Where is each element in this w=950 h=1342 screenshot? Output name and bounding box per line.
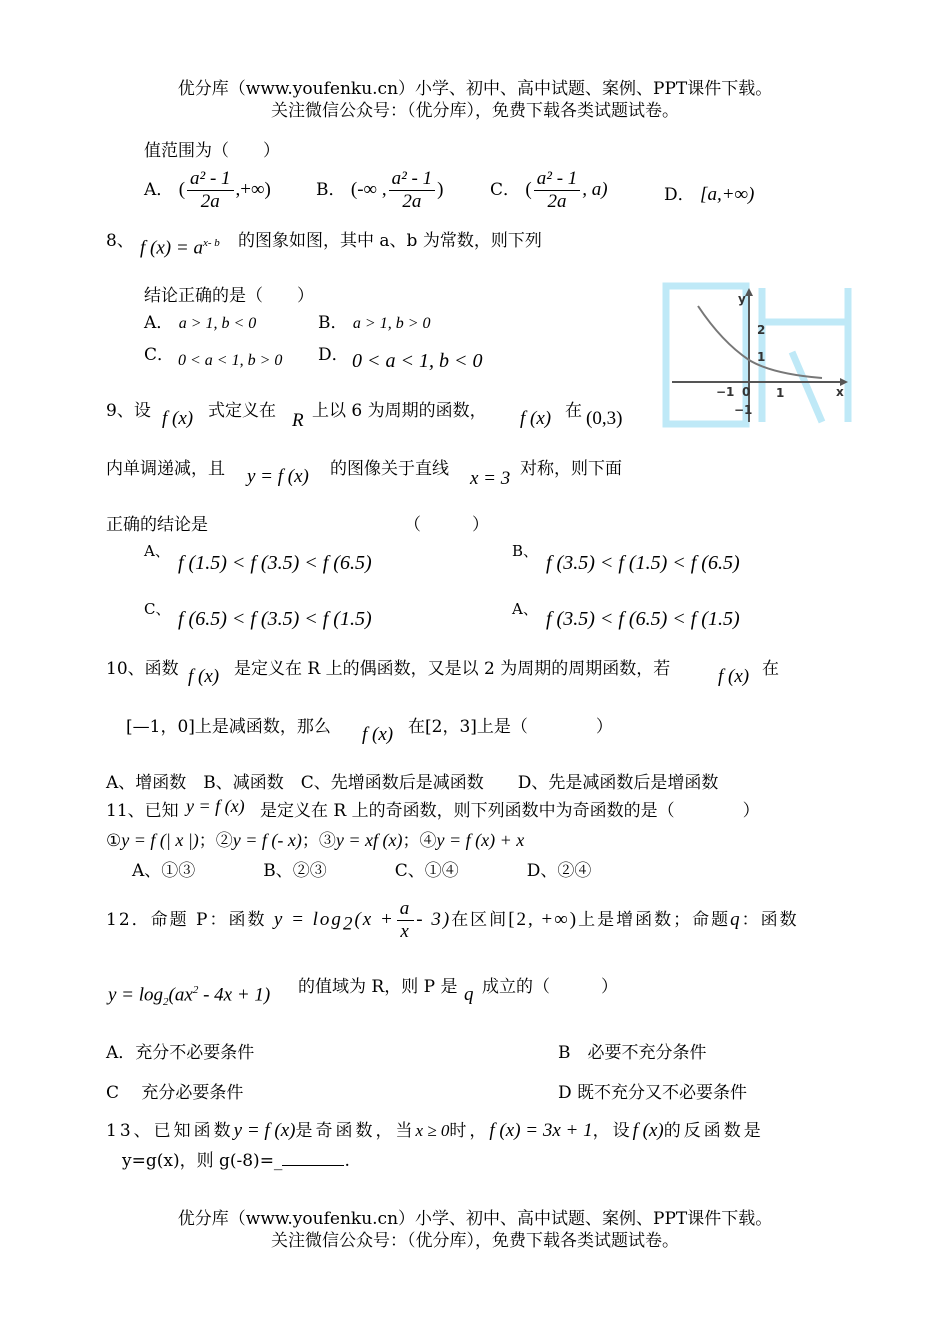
q9-text-6: 对称，则下面 [520,459,622,479]
q9-option-b: f (3.5) < f (1.5) < f (6.5) [546,552,740,574]
q8-number: 8、 [106,231,134,251]
q7-option-d: D． [a,+∞) [664,184,755,205]
q12-line-1: 12．命题 P：函数 $y = \log_2(x$ + $\frac{a}{x}$ - 3)在区间[2, +∞)上是增函数；命题q：函数 [106,898,799,942]
q8-graph [662,282,852,428]
q9-answer-paren: （ ） [404,515,489,535]
header-line-1: 优分库（www.youfenku.cn）小学、初中、高中试题、案例、PPT课件下载。 [177,79,773,99]
q9-text-7: 正确的结论是 [106,515,208,535]
q8-option-a: A． a > 1, b < 0 [144,313,257,333]
q11-text-2: 是定义在 R 上的奇函数，则下列函数中为奇函数的是（ ） [260,801,760,821]
q7-option-b: B． (-∞ , $\frac{\text{a² - 1}}{2a}$ ) [316,168,444,212]
q7-options: A． ( $\frac{\text{a² - 1}}{2a}$ ,+∞) [144,168,271,212]
origin-label: 0 [742,385,751,399]
q9-yfx: y = f (x) [247,466,309,487]
q10-options: A、增函数 B、减函数 C、先增函数后是减函数 D、先是减函数后是增函数 [106,773,719,793]
tick-y-neg1: −1 [734,403,753,417]
q9-option-a: f (1.5) < f (3.5) < f (6.5) [178,552,372,574]
q8-option-c-label: C． [144,345,175,365]
q9-text-1: 式定义在 [208,401,276,421]
tick-x-neg1: −1 [716,385,735,399]
q8-text: 的图象如图，其中 a、b 为常数，则下列 [238,231,542,251]
q9-option-d-label: A、 [512,600,538,618]
footer-line-2: 关注微信公众号：（优分库），免费下载各类试题试卷。 [271,1231,679,1251]
q9-interval: (0,3) [586,408,623,429]
q9-option-a-label: A、 [144,542,170,560]
q12-option-d: D 既不充分又不必要条件 [558,1083,748,1103]
q12-option-a: A．充分不必要条件 [106,1043,255,1063]
answer-blank[interactable] [282,1149,344,1166]
footer-line-1: 优分库（www.youfenku.cn）小学、初中、高中试题、案例、PPT课件下载。 [177,1209,773,1229]
q10-fx-2: f (x) [718,666,750,687]
q7-fraction-a: $\frac{\text{a² - 1}}{2a}$ [187,168,234,213]
q9-option-c-label: C、 [144,600,171,618]
q8-text-2: 结论正确的是（ ） [144,286,314,306]
q7-stem-tail: 值范围为（ ） [144,141,280,161]
q8-option-d-label: D． [318,345,349,365]
q9-text-5: 的图像关于直线 [330,459,449,479]
q10-text-1: 10、函数 [106,659,179,679]
q11-text-1: 11、已知 [106,801,179,821]
q11-yfx: y = f (x) [186,796,245,816]
x-axis-label: x [836,385,844,399]
q11-functions: ①y = f (| x |)；②y = f (- x)；③y = xf (x)；④y = f (x) + x [106,830,525,851]
q9-text-3: 在 [565,401,582,421]
q10-text-3: 在 [762,659,779,679]
q12-q: q [464,984,474,1005]
q10-text-4: [—1，0]上是减函数，那么 [126,717,331,737]
q9-option-d: f (3.5) < f (6.5) < f (1.5) [546,608,740,630]
q9-R: R [292,410,304,431]
q10-text-5: 在[2，3]上是（ ） [408,717,613,737]
q7-option-a-label: A． [144,180,174,200]
q12-function-2: $y = \log_2(ax^2 - 4x + 1)$ [108,984,271,1009]
q8-option-b: B． a > 1, b > 0 [318,313,431,333]
header-line-2: 关注微信公众号：（优分库），免费下载各类试题试卷。 [271,101,679,121]
q12-text-6: 成立的（ ） [482,977,618,997]
q11-options: A、①③ B、②③ C、①④ D、②④ [132,861,592,881]
q13-line-1: 13、已知函数y = f (x)是奇函数，当x ≥ 0时，f (x) = 3x + 1，设f (x)的反函数是 [106,1120,764,1141]
tick-y-1: 1 [757,350,766,364]
q7-option-c: C． ( $\frac{\text{a² - 1}}{2a}$ , a) [490,168,608,212]
q9-text-4: 内单调递减，且 [106,459,225,479]
q7-option-a-tail: ,+∞) [235,179,271,200]
q10-fx: f (x) [188,666,220,687]
q9-option-c: f (6.5) < f (3.5) < f (1.5) [178,608,372,630]
tick-x-1: 1 [776,386,785,400]
q9-fx-2: f (x) [520,408,552,429]
q12-option-c: C 充分必要条件 [106,1083,244,1103]
y-axis-label: y [738,292,746,306]
q9-text-2: 上以 6 为周期的函数， [312,401,487,421]
q9-start: 9、设 [106,401,151,421]
q10-fx-3: f (x) [362,724,394,745]
q12-option-b: B 必要不充分条件 [558,1043,707,1063]
q8-option-d: 0 < a < 1, b < 0 [352,350,483,372]
tick-y-2: 2 [757,323,766,337]
q8-option-c: 0 < a < 1, b > 0 [178,352,283,369]
q9-fx: f (x) [162,408,194,429]
q8-function: f $(x) = a^{x- b}$ [140,237,220,259]
q10-text-2: 是定义在 R 上的偶函数，又是以 2 为周期的周期函数，若 [234,659,671,679]
q12-text-5: 的值域为 R，则 P 是 [298,977,458,997]
q13-line-2: y=g(x)，则 g(-8)=_ . [122,1151,350,1171]
q9-option-b-label: B、 [512,542,539,560]
q9-x3: x = 3 [470,468,511,489]
